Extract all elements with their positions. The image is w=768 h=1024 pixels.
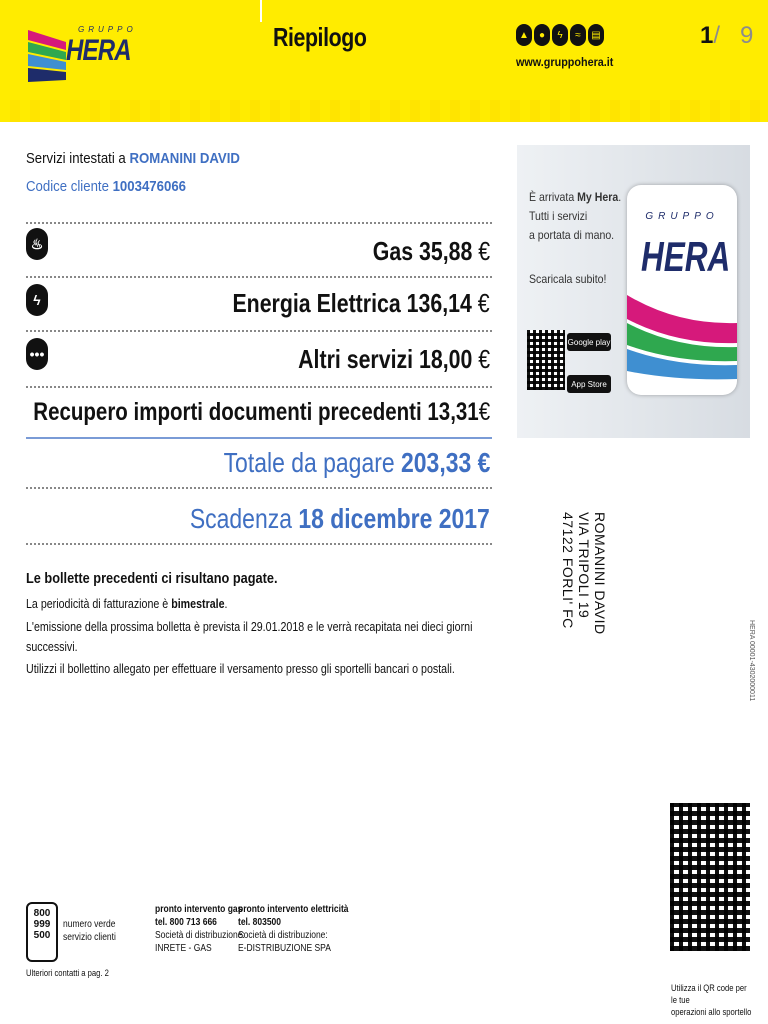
page-title: Riepilogo	[273, 22, 367, 52]
logo-name: HERA	[66, 34, 131, 67]
customer-code-label: Codice cliente	[26, 178, 109, 195]
divider	[26, 276, 492, 278]
app-card	[627, 185, 737, 395]
address-line1: ROMANINI DAVID	[592, 512, 608, 635]
app-store-button[interactable]: App Store	[567, 375, 611, 393]
paid-notice: Le bollette precedenti ci risultano pagate.	[26, 570, 278, 587]
electricity-amount: Energia Elettrica 136,14 €	[232, 288, 490, 318]
divider	[26, 330, 492, 332]
water-icon: ●	[534, 24, 550, 46]
customer-code: 1003476066	[112, 178, 187, 195]
periodicity-text: La periodicità di fatturazione è bimestrale.	[26, 596, 228, 611]
page-current: 1	[700, 22, 714, 49]
page-indicator	[700, 22, 753, 50]
card-stripes-icon	[627, 295, 737, 395]
waste-icon: ▤	[588, 24, 604, 46]
promo-line2: Tutti i servizi	[529, 209, 588, 223]
more-contacts: Ulteriori contatti a pag. 2	[26, 968, 109, 978]
divider	[26, 543, 492, 545]
gas-amount: Gas 35,88 €	[372, 236, 490, 266]
divider	[26, 386, 492, 388]
due-date: Scadenza 18 dicembre 2017	[190, 503, 490, 534]
services-prefix: Servizi intestati a	[26, 150, 126, 167]
recipient-address	[560, 512, 608, 635]
electricity-emergency: pronto intervento elettricità tel. 803500 Società di distribuzione: E-DISTRIBUZIONE SPA	[238, 904, 349, 954]
customer-services	[26, 150, 240, 167]
promo-line1: È arrivata My Hera.	[529, 190, 622, 204]
gas-icon: ▲	[516, 24, 532, 46]
divider	[26, 222, 492, 224]
page-separator: /	[713, 22, 721, 49]
divider	[26, 487, 492, 489]
promo-line3: a portata di mano.	[529, 228, 615, 242]
other-services-icon: •••	[26, 338, 48, 370]
card-name: HERA	[641, 233, 731, 280]
total-due: Totale da pagare 203,33 €	[223, 447, 490, 478]
hera-logo-icon	[26, 26, 68, 84]
promo-cta: Scaricala subito!	[529, 272, 607, 286]
header-divider	[260, 0, 262, 22]
service-icons	[516, 24, 604, 46]
google-play-button[interactable]: Google play	[567, 333, 611, 351]
gas-emergency: pronto intervento gas tel. 800 713 666 Società di distribuzione: INRETE - GAS	[155, 904, 245, 954]
logo-gruppo: GRUPPO	[78, 25, 137, 34]
address-line2: VIA TRIPOLI 19	[576, 512, 592, 619]
green-number: numero verde servizio clienti	[63, 919, 116, 943]
other-services-amount: Altri servizi 18,00 €	[297, 344, 490, 374]
customer-code-line	[26, 178, 186, 195]
flame-icon: ♨	[26, 228, 48, 260]
website-link[interactable]: www.gruppohera.it	[516, 55, 614, 69]
document-code: HERA 00001-4302000011	[748, 620, 755, 702]
electricity-icon: ϟ	[26, 284, 48, 316]
customer-name: ROMANINI DAVID	[129, 150, 240, 167]
qr-note: Utilizza il QR code per le tue operazioni allo sportello	[671, 983, 752, 1017]
divider	[26, 437, 492, 439]
my-hera-promo[interactable]	[517, 145, 750, 438]
header-stripes	[0, 100, 768, 122]
address-line3: 47122 FORLI' FC	[560, 512, 576, 629]
payment-qr-code-icon[interactable]	[670, 803, 750, 951]
district-heating-icon: ≈	[570, 24, 586, 46]
payment-text: Utilizzi il bollettino allegato per effettuare il versamento presso gli sportelli bancari o postali.	[26, 661, 455, 676]
phone-icon: 800 999 500	[26, 902, 58, 962]
electricity-icon: ϟ	[552, 24, 568, 46]
card-gruppo: GRUPPO	[645, 211, 719, 222]
page-total: 9	[740, 22, 754, 49]
next-bill-text: L'emissione della prossima bolletta è prevista il 29.01.2018 e le verrà recapitata nei dieci giorni	[26, 619, 473, 634]
promo-qr-icon	[527, 330, 565, 390]
recovery-amount: Recupero importi documenti precedenti 13,31€	[33, 398, 490, 426]
next-bill-text-cont: successivi.	[26, 639, 78, 654]
